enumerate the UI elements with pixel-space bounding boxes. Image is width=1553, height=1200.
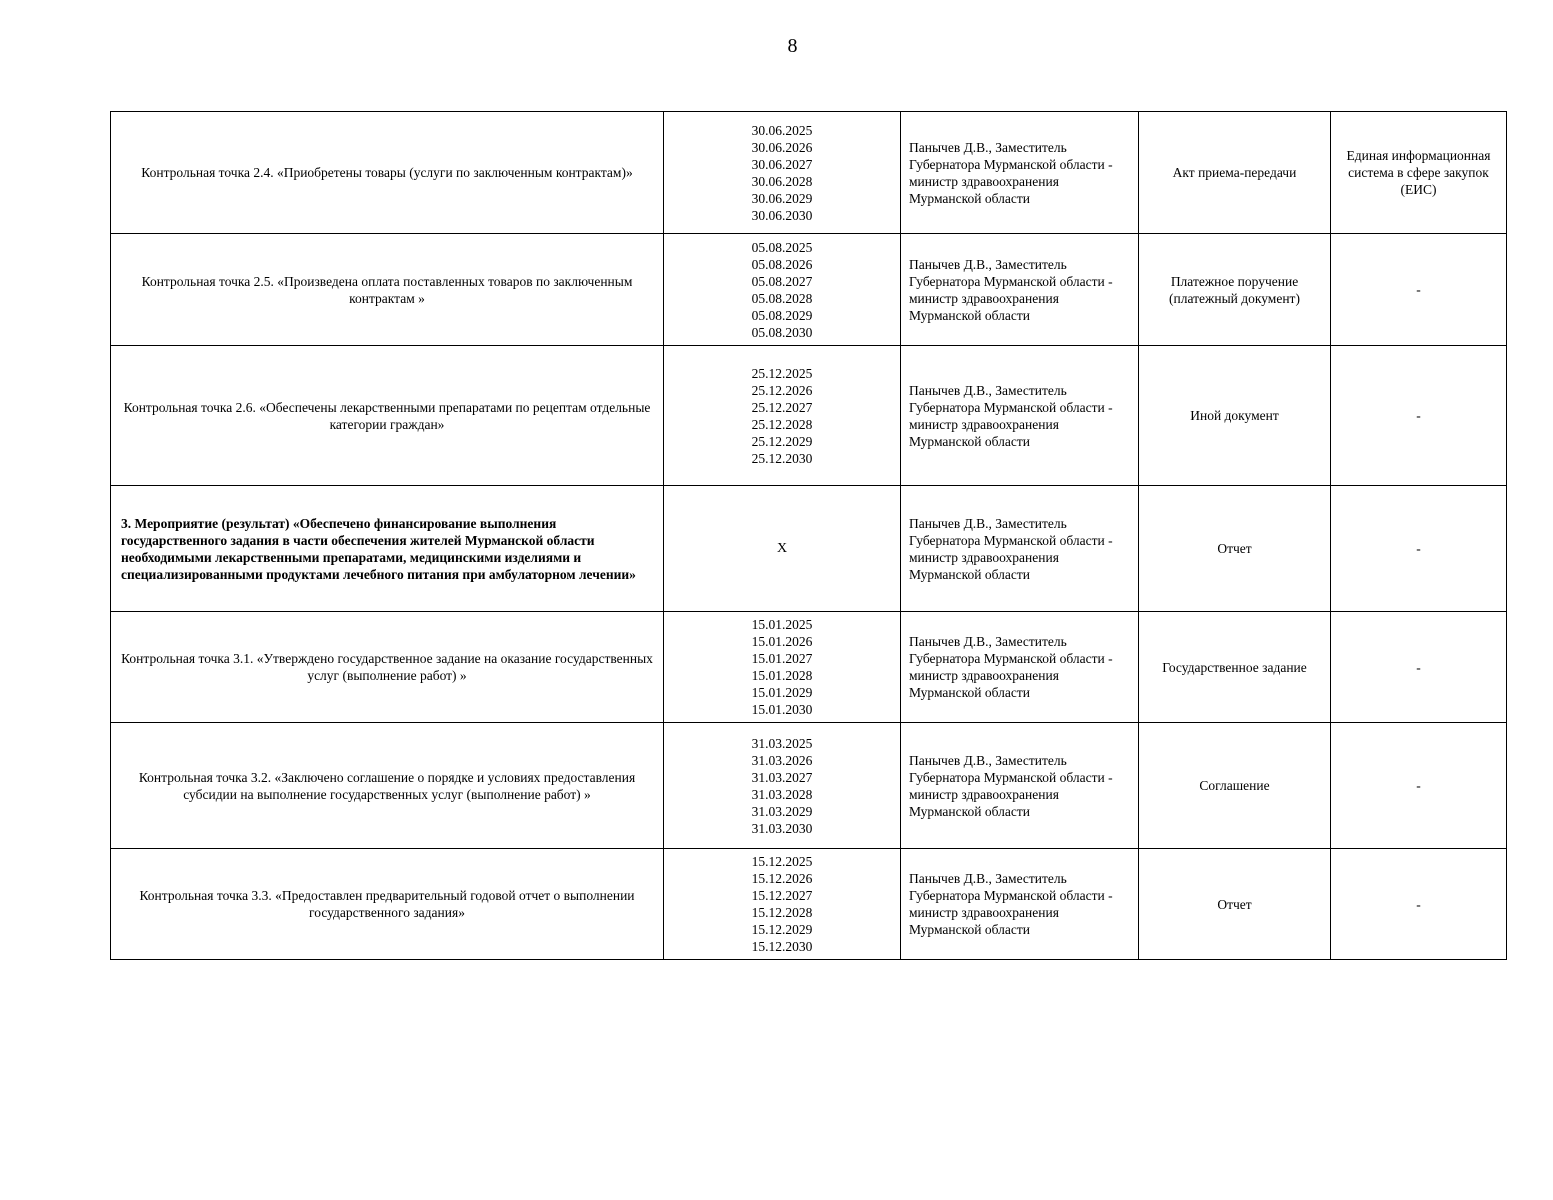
control-points-table	[110, 111, 1507, 960]
document-type-cell: Иной документ	[1139, 346, 1331, 486]
deadline-date: 15.12.2029	[751, 922, 813, 937]
responsible-cell: Панычев Д.В., Заместитель Губернатора Мурманской области - министр здравоохранения Мурманской области	[901, 612, 1139, 723]
deadline-date: 25.12.2028	[751, 416, 813, 432]
event-name-cell: Контрольная точка 2.6. «Обеспечены лекарственными препаратами по рецептам отдельные категории граждан»	[111, 346, 664, 486]
responsible-cell: Панычев Д.В., Заместитель Губернатора Мурманской области - министр здравоохранения Мурманской области	[901, 346, 1139, 486]
deadline-date: 30.06.2028	[751, 173, 813, 189]
deadline-date: 15.12.2030	[751, 939, 813, 954]
info-system-cell: -	[1331, 723, 1507, 849]
deadline-date: 05.08.2028	[751, 290, 813, 306]
deadline-dates-cell	[664, 723, 901, 849]
deadline-date: 31.03.2026	[751, 752, 813, 768]
deadline-date: 31.03.2030	[751, 820, 813, 836]
deadline-date: 05.08.2027	[751, 273, 813, 289]
deadline-date: 30.06.2029	[751, 190, 813, 206]
info-system-cell: -	[1331, 849, 1507, 960]
responsible-cell: Панычев Д.В., Заместитель Губернатора Мурманской области - министр здравоохранения Мурманской области	[901, 234, 1139, 346]
deadline-date: 05.08.2030	[751, 324, 813, 340]
responsible-cell: Панычев Д.В., Заместитель Губернатора Мурманской области - министр здравоохранения Мурманской области	[901, 486, 1139, 612]
table-row	[111, 346, 1507, 486]
deadline-date: 15.01.2025	[751, 617, 813, 632]
deadline-date: 15.12.2025	[751, 854, 813, 869]
event-name-cell: Контрольная точка 2.4. «Приобретены товары (услуги по заключенным контрактам)»	[111, 112, 664, 234]
document-type-cell: Платежное поручение (платежный документ)	[1139, 234, 1331, 346]
deadline-date: 15.01.2027	[751, 651, 813, 666]
deadline-date: 15.01.2026	[751, 634, 813, 649]
document-type-cell: Отчет	[1139, 849, 1331, 960]
info-system-cell: -	[1331, 612, 1507, 723]
deadline-date: 25.12.2030	[751, 450, 813, 466]
deadline-date: 05.08.2029	[751, 307, 813, 323]
deadline-date: 30.06.2026	[751, 139, 813, 155]
deadline-dates-cell	[664, 612, 901, 723]
info-system-cell: -	[1331, 486, 1507, 612]
deadline-date: 15.01.2029	[751, 685, 813, 700]
document-type-cell: Государственное задание	[1139, 612, 1331, 723]
deadline-date: 31.03.2027	[751, 769, 813, 785]
document-type-cell: Отчет	[1139, 486, 1331, 612]
deadline-dates-cell	[664, 112, 901, 234]
event-name-cell: Контрольная точка 3.1. «Утверждено государственное задание на оказание государственных услуг (выполнение работ) »	[111, 612, 664, 723]
table-row	[111, 723, 1507, 849]
deadline-dates-cell	[664, 346, 901, 486]
table-row	[111, 612, 1507, 723]
deadline-date: 31.03.2028	[751, 786, 813, 802]
table-row	[111, 849, 1507, 960]
deadline-date: 30.06.2030	[751, 207, 813, 223]
event-name-cell: Контрольная точка 3.3. «Предоставлен предварительный годовой отчет о выполнении государственного задания»	[111, 849, 664, 960]
event-name-cell: Контрольная точка 2.5. «Произведена оплата поставленных товаров по заключенным контрактам »	[111, 234, 664, 346]
document-type-cell: Акт приема-передачи	[1139, 112, 1331, 234]
event-name-cell: Контрольная точка 3.2. «Заключено соглашение о порядке и условиях предоставления субсидии на выполнение государственных услуг (выполнение работ) »	[111, 723, 664, 849]
deadline-date: 15.01.2028	[751, 668, 813, 683]
deadline-date: 25.12.2026	[751, 382, 813, 398]
deadline-dates-cell	[664, 849, 901, 960]
deadline-dates-cell	[664, 234, 901, 346]
deadline-date: 30.06.2027	[751, 156, 813, 172]
deadline-date: 05.08.2025	[751, 239, 813, 255]
info-system-cell: -	[1331, 346, 1507, 486]
event-name-cell: 3. Мероприятие (результат) «Обеспечено финансирование выполнения государственного задания в части обеспечения жителей Мурманской области необходимыми лекарственными препаратами, медицинскими изделиями и специализированными продуктами лечебного питания при амбулаторном лечении»	[111, 486, 664, 612]
page-number: 8	[787, 35, 798, 57]
deadline-mark-cell: X	[664, 486, 901, 612]
table-row	[111, 234, 1507, 346]
deadline-date: 31.03.2029	[751, 803, 813, 819]
table-row	[111, 486, 1507, 612]
info-system-cell: -	[1331, 234, 1507, 346]
deadline-date: 25.12.2029	[751, 433, 813, 449]
deadline-date: 15.12.2026	[751, 871, 813, 886]
deadline-date: 15.01.2030	[751, 702, 813, 717]
deadline-date: 25.12.2027	[751, 399, 813, 415]
deadline-date: 05.08.2026	[751, 256, 813, 272]
info-system-cell: Единая информационная система в сфере закупок (ЕИС)	[1331, 112, 1507, 234]
deadline-date: 30.06.2025	[751, 122, 813, 138]
deadline-date: 15.12.2027	[751, 888, 813, 903]
responsible-cell: Панычев Д.В., Заместитель Губернатора Мурманской области - министр здравоохранения Мурманской области	[901, 112, 1139, 234]
document-type-cell: Соглашение	[1139, 723, 1331, 849]
deadline-date: 25.12.2025	[751, 365, 813, 381]
deadline-date: 31.03.2025	[751, 735, 813, 751]
responsible-cell: Панычев Д.В., Заместитель Губернатора Мурманской области - министр здравоохранения Мурманской области	[901, 849, 1139, 960]
deadline-date: 15.12.2028	[751, 905, 813, 920]
responsible-cell: Панычев Д.В., Заместитель Губернатора Мурманской области - министр здравоохранения Мурманской области	[901, 723, 1139, 849]
table-row	[111, 112, 1507, 234]
